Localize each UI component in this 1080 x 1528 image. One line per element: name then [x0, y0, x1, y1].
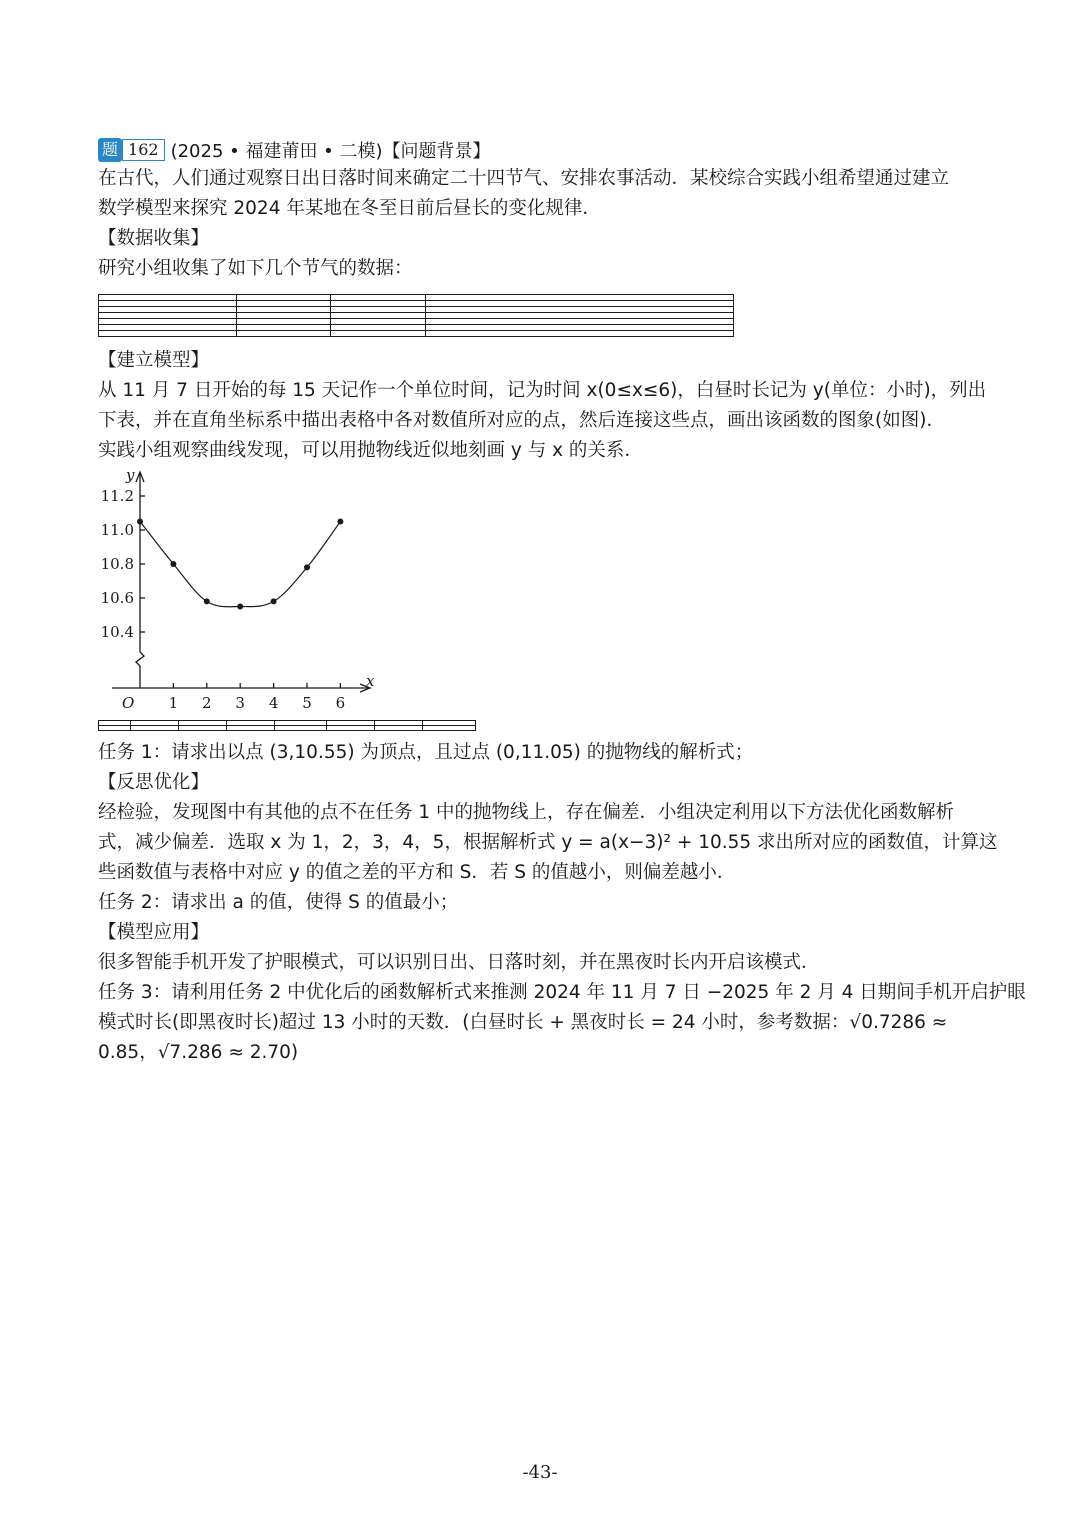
model-line-3: 实践小组观察曲线发现，可以用抛物线近似地刻画 y 与 x 的关系． [98, 440, 643, 461]
x-axis-label: x [366, 672, 375, 690]
question-tag: 题 [98, 138, 122, 162]
question-number: 162 [122, 139, 165, 161]
data-point [137, 519, 143, 525]
background-line-1: 在古代，人们通过观察日出日落时间来确定二十四节气、安排农事活动．某校综合实践小组希望通过建立 [98, 168, 950, 189]
x-tick-label: 5 [302, 694, 312, 712]
y-tick-label: 10.4 [100, 623, 134, 641]
value-table [98, 720, 478, 732]
data-line: 研究小组收集了如下几个节气的数据： [98, 258, 413, 279]
question-source: (2025 • 福建莆田 • 二模) [170, 141, 383, 162]
page-number: -43- [522, 1462, 558, 1483]
task-3-line-1: 任务 3：请利用任务 2 中优化后的函数解析式来推测 2024 年 11 月 7 日 −2025 年 2 月 4 日期间手机开启护眼 [98, 982, 1026, 1003]
x-tick-label: 1 [168, 694, 179, 712]
data-heading: 【数据收集】 [98, 228, 210, 249]
data-table [98, 294, 738, 340]
data-point [337, 519, 343, 525]
background-heading: 【问题背景】 [382, 141, 491, 162]
page-content [98, 136, 1026, 1068]
x-tick-label: 4 [268, 694, 279, 712]
reflect-line-2: 式，减少偏差．选取 x 为 1，2，3，4，5，根据解析式 y = a(x−3)² + 10.55 求出所对应的函数值，计算这 [98, 832, 998, 853]
reflect-heading: 【反思优化】 [98, 772, 210, 793]
apply-line-1: 很多智能手机开发了护眼模式，可以识别日出、日落时刻，并在黑夜时长内开启该模式． [98, 952, 820, 973]
model-line-1: 从 11 月 7 日开始的每 15 天记作一个单位时间，记为时间 x(0≤x≤6)，白昼时长记为 y(单位：小时)，列出 [98, 380, 987, 401]
series-curve [140, 522, 340, 607]
task-1: 任务 1：请求出以点 (3,10.55) 为顶点，且过点 (0,11.05) 的抛物线的解析式； [98, 742, 754, 763]
axis-break [136, 652, 144, 666]
x-tick-label: 6 [335, 694, 346, 712]
x-tick-label: 3 [235, 694, 245, 712]
model-heading: 【建立模型】 [98, 350, 210, 371]
y-tick-label: 10.8 [100, 555, 134, 573]
background-line-2: 数学模型来探究 2024 年某地在冬至日前后昼长的变化规律． [98, 198, 601, 219]
y-axis-label: y [126, 466, 135, 484]
x-tick-label: 2 [202, 694, 212, 712]
reflect-line-1: 经检验，发现图中有其他的点不在任务 1 中的抛物线上，存在偏差．小组决定利用以下方法优化函数解析 [98, 802, 955, 823]
data-point [237, 604, 243, 610]
y-tick-label: 11.0 [100, 521, 134, 539]
parabola-chart [98, 466, 398, 716]
data-point [170, 561, 176, 567]
task-3-line-3: 0.85，√7.286 ≈ 2.70) [98, 1042, 299, 1063]
task-2: 任务 2：请求出 a 的值，使得 S 的值最小； [98, 892, 459, 913]
data-point [304, 564, 310, 570]
data-point [271, 598, 277, 604]
model-line-2: 下表，并在直角坐标系中描出表格中各对数值所对应的点，然后连接这些点，画出该函数的图象(如图)． [98, 410, 945, 431]
y-tick-label: 10.6 [100, 589, 134, 607]
task-3-line-2: 模式时长(即黑夜时长)超过 13 小时的天数．(白昼时长 + 黑夜时长 = 24 小时，参考数据：√0.7286 ≈ [98, 1012, 948, 1033]
data-point [204, 598, 210, 604]
apply-heading: 【模型应用】 [98, 922, 210, 943]
origin-label: O [122, 694, 135, 712]
question-header [98, 136, 988, 164]
y-tick-label: 11.2 [100, 487, 134, 505]
reflect-line-3: 些函数值与表格中对应 y 的值之差的平方和 S．若 S 的值越小，则偏差越小． [98, 862, 736, 883]
